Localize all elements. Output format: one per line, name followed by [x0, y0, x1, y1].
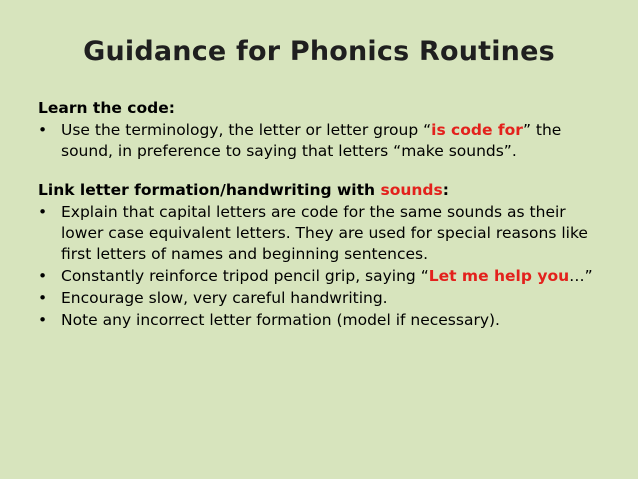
list-item — [38, 288, 604, 309]
slide-body — [38, 98, 604, 332]
highlight-text: sounds — [380, 181, 443, 199]
bullet-icon: • — [38, 311, 48, 329]
bullet-icon: • — [38, 267, 48, 285]
item-text: …” — [569, 267, 593, 285]
item-text: Explain that capital letters are code for the same sounds as their lower case equivalent letters. They are used for special reasons like first letters of names and beginning sentences. — [61, 203, 588, 263]
list-item — [38, 202, 604, 265]
bullet-list — [38, 202, 604, 331]
item-text: Constantly reinforce tripod pencil grip, saying “ — [61, 267, 429, 285]
list-item — [38, 120, 604, 162]
heading-text: Link letter formation/handwriting with — [38, 181, 381, 199]
section-learn-the-code — [38, 98, 604, 162]
heading-text: : — [442, 181, 449, 199]
bullet-list — [38, 120, 604, 162]
highlight-text: is code for — [431, 121, 523, 139]
section-heading — [38, 180, 604, 201]
slide-title: Guidance for Phonics Routines — [83, 36, 555, 67]
bullet-icon: • — [38, 203, 48, 221]
section-link-letter-formation — [38, 180, 604, 331]
section-heading: Learn the code: — [38, 99, 175, 117]
list-item — [38, 310, 604, 331]
item-text: ” the sound, in preference to saying that letters “make sounds”. — [61, 121, 562, 160]
item-text: Use the terminology, the letter or letter group “ — [61, 121, 432, 139]
bullet-icon: • — [38, 289, 48, 307]
item-text: Note any incorrect letter formation (model if necessary). — [61, 311, 500, 329]
highlight-text: Let me help you — [428, 267, 570, 285]
bullet-icon: • — [38, 121, 48, 139]
item-text: Encourage slow, very careful handwriting. — [61, 289, 388, 307]
list-item — [38, 266, 604, 287]
